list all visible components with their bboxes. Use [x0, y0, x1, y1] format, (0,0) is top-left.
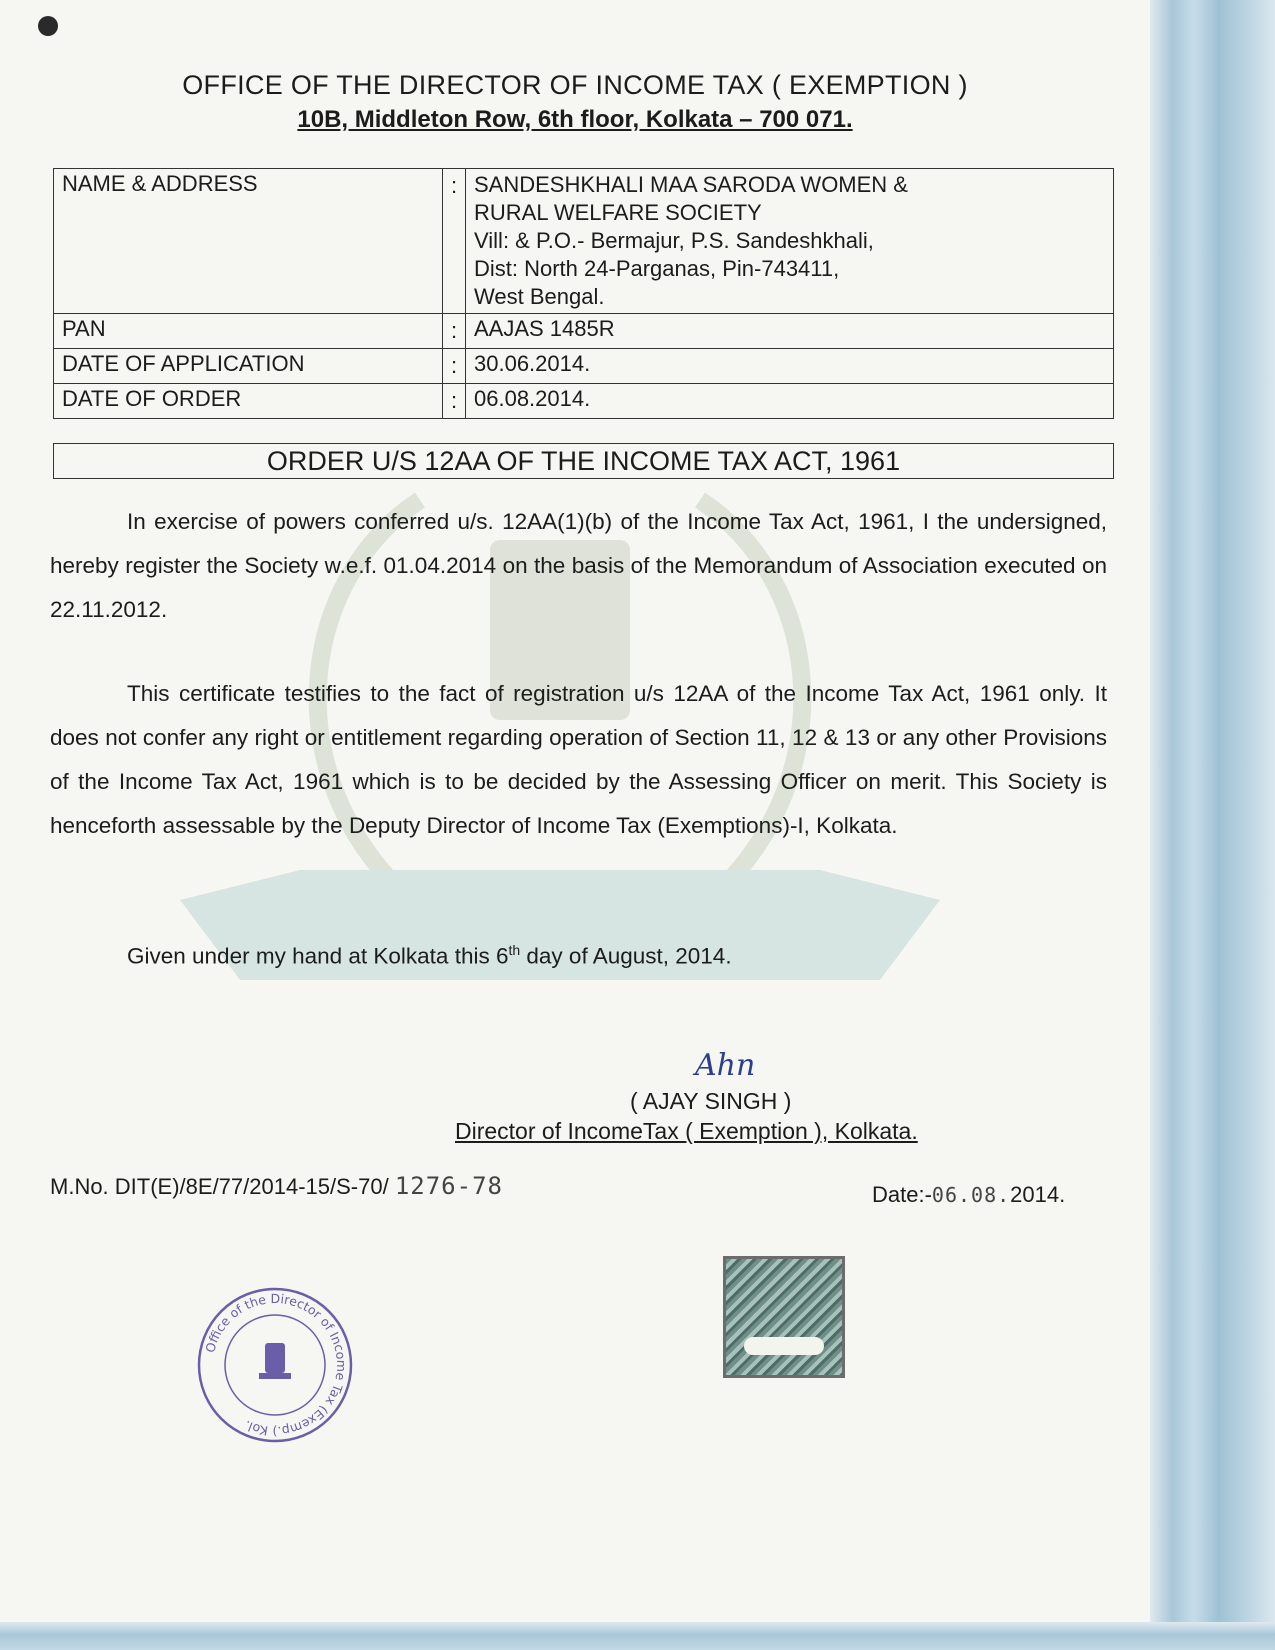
address-value [466, 169, 1114, 314]
address-line: RURAL WELFARE SOCIETY [474, 200, 762, 225]
given-ordinal: th [508, 942, 521, 958]
pan-label: PAN [54, 314, 443, 349]
address-line: SANDESHKHALI MAA SARODA WOMEN & [474, 172, 908, 197]
stamp-ring-text: Office of the Director of Income Tax (Exemp.) Kol. [202, 1290, 350, 1440]
address-line: West Bengal. [474, 284, 605, 309]
memo-number [50, 1172, 503, 1200]
memo-prefix: M.No. DIT(E)/8E/77/2014-15/S-70/ [50, 1174, 395, 1199]
decorative-bottom-border [0, 1622, 1275, 1650]
pan-value: AAJAS 1485R [466, 314, 1114, 349]
punch-hole [38, 16, 58, 36]
colon: : [443, 384, 466, 419]
paragraph-given [127, 928, 1184, 979]
colon: : [443, 349, 466, 384]
given-prefix: Given under my hand at Kolkata this 6 [127, 943, 509, 969]
signatory-designation: Director of IncomeTax ( Exemption ), Kolkata. [455, 1118, 918, 1144]
order-title: ORDER U/S 12AA OF THE INCOME TAX ACT, 1961 [53, 443, 1114, 479]
signatory-name: ( AJAY SINGH ) [630, 1088, 792, 1114]
colon: : [443, 169, 466, 314]
date-prefix: Date:- [872, 1182, 932, 1207]
memo-handwritten: 1276-78 [394, 1172, 503, 1200]
hologram-sticker [723, 1256, 845, 1378]
details-table [53, 168, 1114, 419]
date-suffix: 2014. [1010, 1182, 1066, 1207]
footer-date [872, 1182, 1065, 1208]
office-stamp [195, 1285, 355, 1445]
details-row-pan [54, 314, 1114, 349]
hologram-label-band [744, 1337, 824, 1355]
colon: : [443, 314, 466, 349]
name-address-label: NAME & ADDRESS [54, 169, 443, 314]
application-date-value: 30.06.2014. [466, 349, 1114, 384]
office-address: 10B, Middleton Row, 6th floor, Kolkata – 700 071. [297, 106, 853, 133]
paragraph-registration: In exercise of powers conferred u/s. 12AA(1)(b) of the Income Tax Act, 1961, I the undersigned, hereby register the Society w.e.f. 01.04.2014 on the basis of the Memorandum of Association executed on 22.11.2012. [50, 509, 1107, 622]
details-row-application-date [54, 349, 1114, 384]
paragraph-certificate: This certificate testifies to the fact of registration u/s 12AA of the Income Tax Act, 1961 only. It does not confer any right or entitlement regarding operation of Section 11, 12 & 13 or any other Provisions of the Income Tax Act, 1961 which is to be decided by the Assessing Officer on merit. This Society is henceforth assessable by the Deputy Director of Income Tax (Exemptions)-I, Kolkata. [50, 681, 1107, 838]
signature: Ahn [695, 1048, 756, 1083]
decorative-right-border [1150, 0, 1275, 1650]
order-date-value: 06.08.2014. [466, 384, 1114, 419]
details-row-address [54, 169, 1114, 314]
date-handwritten: 06.08. [931, 1183, 1011, 1207]
address-line: Dist: North 24-Parganas, Pin-743411, [474, 256, 840, 281]
application-date-label: DATE OF APPLICATION [54, 349, 443, 384]
address-line: Vill: & P.O.- Bermajur, P.S. Sandeshkhali, [474, 228, 874, 253]
office-title: OFFICE OF THE DIRECTOR OF INCOME TAX ( EXEMPTION ) [182, 70, 968, 100]
order-date-label: DATE OF ORDER [54, 384, 443, 419]
details-row-order-date [54, 384, 1114, 419]
given-suffix: day of August, 2014. [520, 943, 732, 969]
